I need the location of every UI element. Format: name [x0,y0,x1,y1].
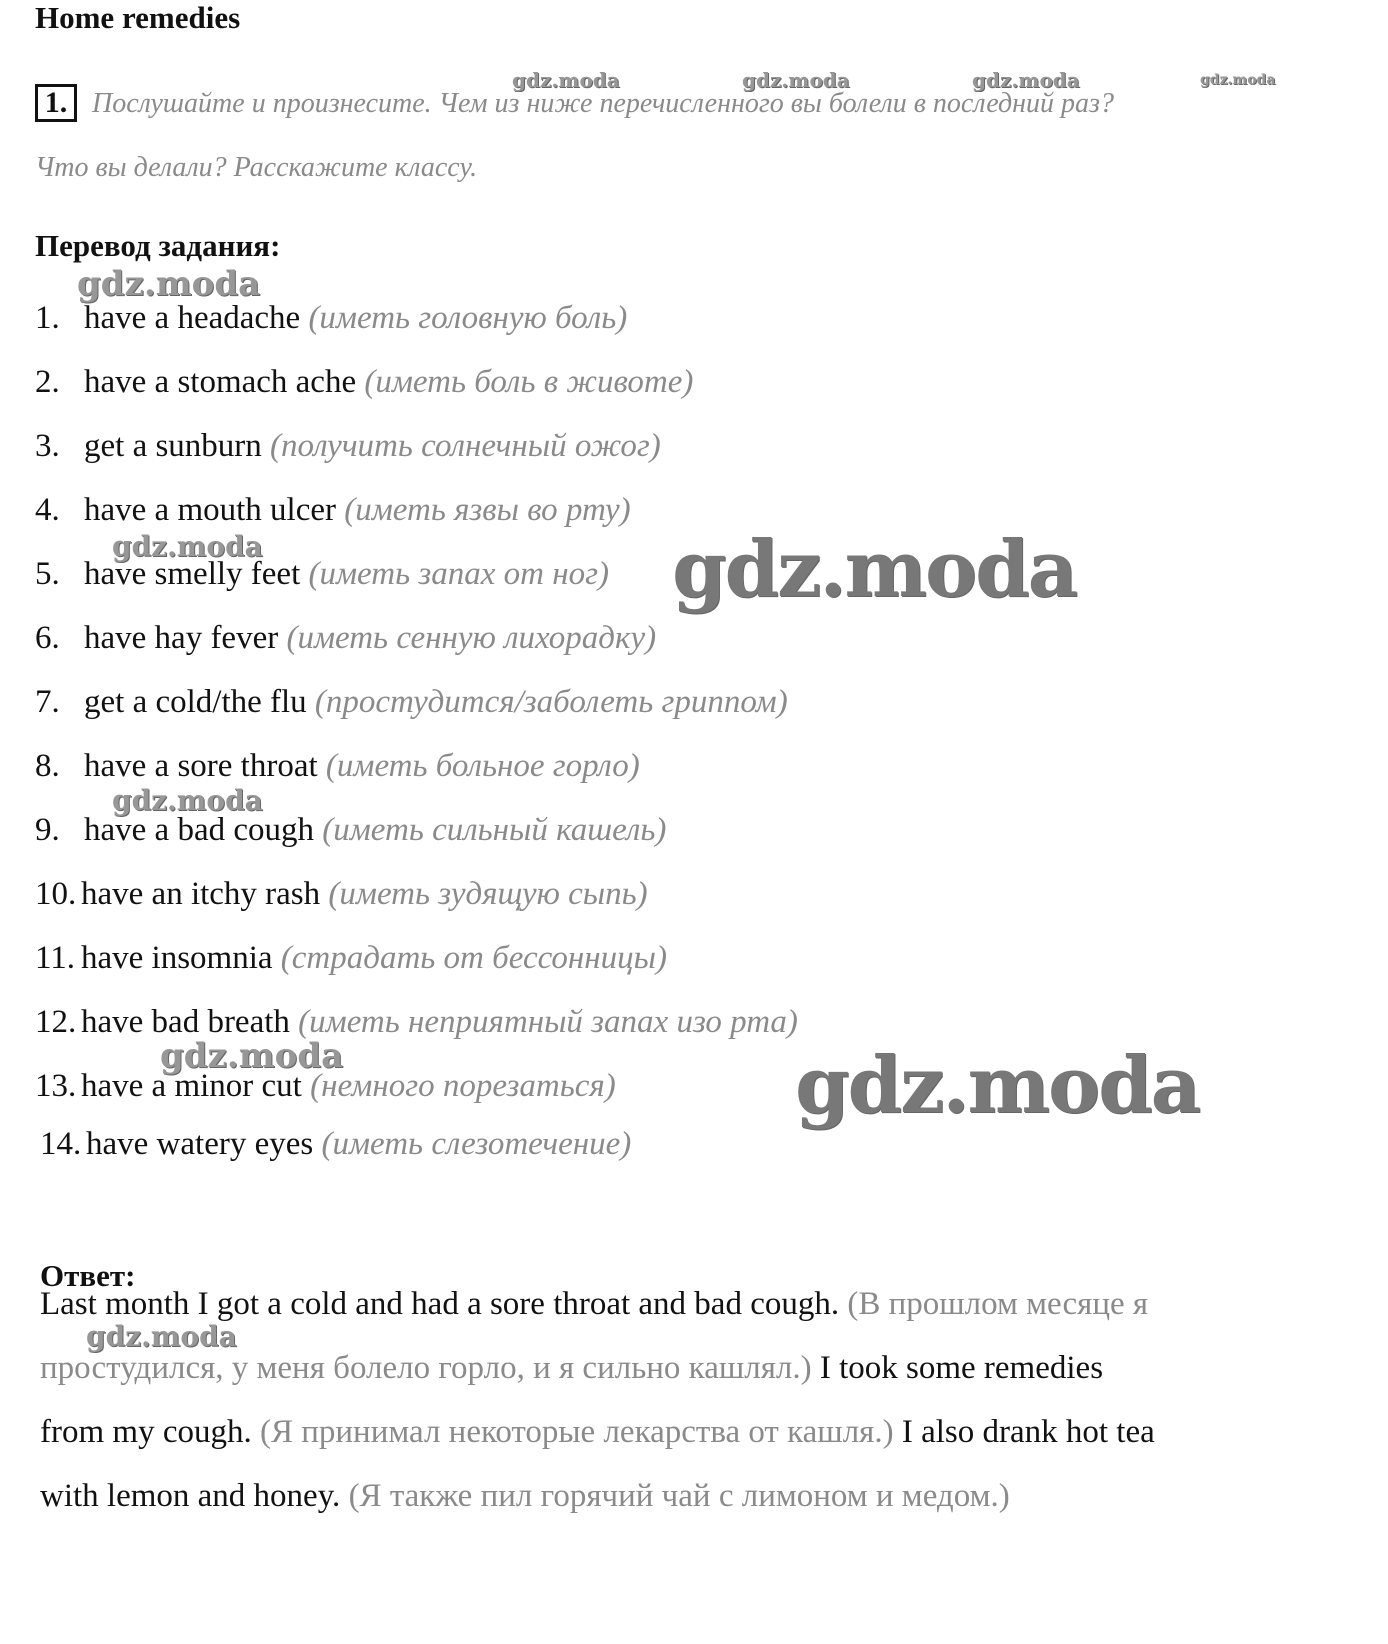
answer-translation: простудился, у меня болело горло, и я сильно кашлял.) [40,1350,812,1386]
page-title: Home remedies [35,0,241,35]
watermark: gdz.moda [112,784,263,817]
item-english: have a headache [84,300,301,336]
item-number: 10. [35,876,77,912]
answer-translation: (Я также пил горячий чай с лимоном и медом.) [340,1478,1010,1514]
item-number: 3. [35,428,60,464]
watermark: gdz.moda [1200,72,1276,88]
watermark: gdz.moda [112,530,263,563]
watermark: gdz.moda [77,264,261,304]
item-number: 7. [35,684,60,720]
item-number: 12. [35,1004,77,1040]
item-number: 5. [35,556,60,592]
list-item [35,940,667,977]
item-translation: (иметь зудящую сыпь) [328,876,648,912]
answer-line [40,1414,1155,1451]
list-item [35,492,631,529]
item-english: have a mouth ulcer [84,492,336,528]
item-english: have a minor cut [81,1068,302,1104]
item-translation: (простудится/заболеть гриппом) [314,684,788,720]
item-english: have a stomach ache [84,364,357,400]
item-translation: (иметь сенную лихорадку) [286,620,657,656]
answer-line [40,1478,1010,1515]
watermark: gdz.moda [742,68,850,92]
task-instruction-line-2: Что вы делали? Расскажите классу. [35,152,478,183]
list-item [35,748,640,785]
item-translation: (иметь слезотечение) [321,1126,632,1162]
answer-heading: Ответ: [40,1258,136,1293]
item-english: have an itchy rash [81,876,321,912]
item-number: 4. [35,492,60,528]
answer-english: with lemon and honey. [40,1478,341,1514]
item-number: 13. [35,1068,77,1104]
item-number: 1. [35,300,60,336]
item-english: get a cold/the flu [84,684,307,720]
item-translation: (иметь сильный кашель) [322,812,667,848]
answer-english: I took some remedies [811,1350,1104,1386]
item-translation: (иметь боль в животе) [364,364,694,400]
item-english: have smelly feet [84,556,301,592]
list-item [35,684,788,721]
item-translation: (иметь язвы во рту) [344,492,631,528]
item-translation: (иметь больное горло) [325,748,640,784]
item-english: have a bad cough [84,812,314,848]
watermark: gdz.moda [795,1040,1200,1131]
item-english: have bad breath [81,1004,290,1040]
task-number: 1. [35,84,77,122]
list-item [35,428,661,465]
list-item [35,364,693,401]
list-item [35,876,648,913]
item-english: have watery eyes [86,1126,314,1162]
answer-english: Last month I got a cold and had a sore throat and bad cough. [40,1286,840,1322]
item-number: 6. [35,620,60,656]
item-translation: (иметь неприятный запах изо рта) [298,1004,798,1040]
list-item [35,300,627,337]
answer-line [40,1286,1148,1323]
list-item [35,812,666,849]
translation-heading: Перевод задания: [35,228,281,263]
item-translation: (немного порезаться) [310,1068,616,1104]
answer-translation: (В прошлом месяце я [839,1286,1149,1322]
list-item [35,1004,798,1041]
item-english: get a sunburn [84,428,262,464]
answer-english: from my cough. [40,1414,252,1450]
item-number: 9. [35,812,60,848]
item-translation: (иметь запах от ног) [308,556,609,592]
item-number: 8. [35,748,60,784]
item-number: 2. [35,364,60,400]
item-english: have a sore throat [84,748,318,784]
item-translation: (иметь головную боль) [308,300,628,336]
answer-line [40,1350,1103,1387]
answer-english: I also drank hot tea [893,1414,1155,1450]
watermark: gdz.moda [160,1036,344,1076]
item-number: 11. [35,940,76,976]
item-number: 14. [40,1126,82,1162]
watermark: gdz.moda [512,68,620,92]
watermark: gdz.moda [972,68,1080,92]
watermark: gdz.moda [86,1320,237,1353]
item-translation: (страдать от бессонницы) [280,940,667,976]
task-instruction-line-1: Послушайте и произнесите. Чем из ниже перечисленного вы болели в последний раз? [92,88,1114,119]
list-item [35,620,656,657]
watermark: gdz.moda [672,524,1077,615]
item-english: have insomnia [81,940,273,976]
item-english: have hay fever [84,620,279,656]
item-translation: (получить солнечный ожог) [270,428,661,464]
list-item [40,1126,631,1163]
answer-translation: (Я принимал некоторые лекарства от кашля.) [251,1414,894,1450]
